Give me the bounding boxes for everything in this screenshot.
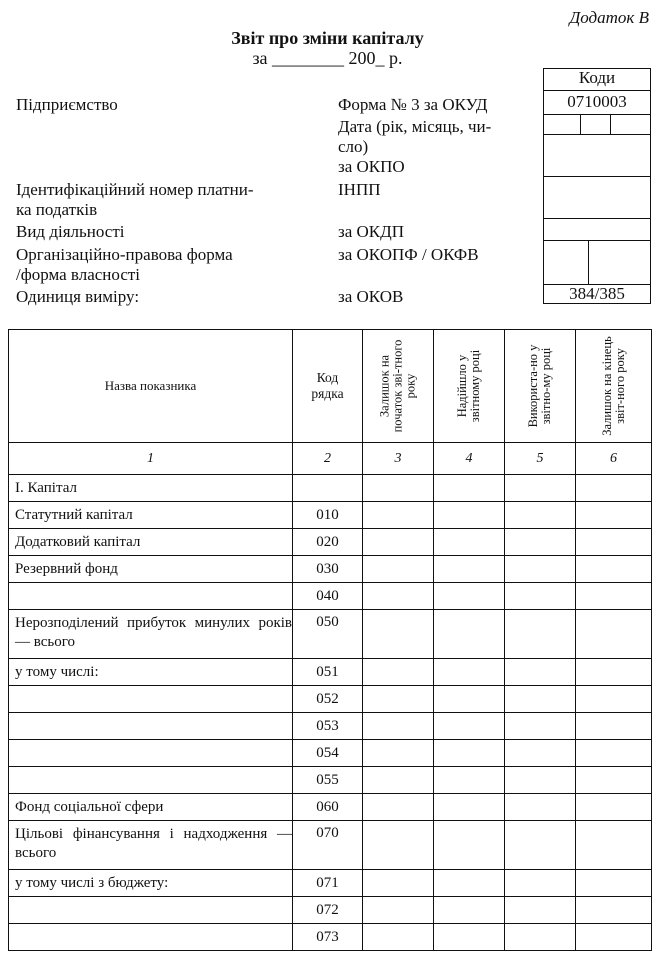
row-name xyxy=(9,713,293,740)
date-code-cells xyxy=(544,115,650,135)
value-cell xyxy=(576,821,652,870)
value-cell xyxy=(363,767,434,794)
value-cell xyxy=(434,713,505,740)
row-code: 054 xyxy=(293,740,363,767)
label-enterprise: Підприємство xyxy=(16,95,118,114)
row-code: 052 xyxy=(293,686,363,713)
value-cell xyxy=(505,583,576,610)
value-cell xyxy=(363,502,434,529)
value-cell xyxy=(505,475,576,502)
row-name: Нерозподілений прибуток минулих років — всього xyxy=(9,610,293,659)
header-col4: Надійшло у звітному році xyxy=(434,330,505,443)
value-cell xyxy=(363,659,434,686)
header-col6: Залишок на кінець звіт-ного року xyxy=(576,330,652,443)
header-col3: Залишок на початок зві-тного року xyxy=(363,330,434,443)
header-col5: Використа-но у звітно-му році xyxy=(505,330,576,443)
row-code xyxy=(293,475,363,502)
value-cell xyxy=(434,924,505,951)
value-cell xyxy=(505,870,576,897)
label-date-1: Дата (рік, місяць, чи- xyxy=(338,117,492,136)
okud-code: 0710003 xyxy=(544,91,650,115)
table-row xyxy=(9,870,652,897)
value-cell xyxy=(576,475,652,502)
row-code: 055 xyxy=(293,767,363,794)
value-cell xyxy=(434,794,505,821)
label-taxpayer-id-2: ка податків xyxy=(16,200,98,219)
table-row xyxy=(9,924,652,951)
value-cell xyxy=(576,897,652,924)
value-cell xyxy=(434,767,505,794)
table-row xyxy=(9,475,652,502)
value-cell xyxy=(434,897,505,924)
table-row xyxy=(9,502,652,529)
value-cell xyxy=(434,740,505,767)
value-cell xyxy=(434,870,505,897)
row-code: 071 xyxy=(293,870,363,897)
appendix-label: Додаток В xyxy=(569,8,649,27)
value-cell xyxy=(434,659,505,686)
table-row xyxy=(9,713,652,740)
value-cell xyxy=(505,713,576,740)
row-code: 060 xyxy=(293,794,363,821)
column-number: 6 xyxy=(576,443,652,475)
value-cell xyxy=(576,610,652,659)
table-row xyxy=(9,659,652,686)
value-cell xyxy=(434,475,505,502)
value-cell xyxy=(363,740,434,767)
label-unit: Одиниця виміру: xyxy=(16,287,140,306)
label-form-okud: Форма № 3 за ОКУД xyxy=(338,95,488,114)
row-code: 050 xyxy=(293,610,363,659)
table-row xyxy=(9,583,652,610)
row-code: 030 xyxy=(293,556,363,583)
value-cell xyxy=(363,475,434,502)
value-cell xyxy=(576,924,652,951)
row-name xyxy=(9,686,293,713)
okpo-code-cell xyxy=(544,135,650,177)
value-cell xyxy=(505,897,576,924)
label-inpp: ІНПП xyxy=(338,180,381,199)
column-numbers-row xyxy=(9,443,652,475)
label-taxpayer-id-1: Ідентифікаційний номер платни- xyxy=(16,180,254,199)
value-cell xyxy=(505,502,576,529)
label-legal-form-2: /форма власності xyxy=(16,265,141,284)
value-cell xyxy=(363,686,434,713)
table-row xyxy=(9,794,652,821)
value-cell xyxy=(363,556,434,583)
table-row xyxy=(9,686,652,713)
table-row xyxy=(9,529,652,556)
row-name: Цільові фінансування і надходження — всього xyxy=(9,821,293,870)
codes-title: Коди xyxy=(544,69,650,91)
value-cell xyxy=(505,740,576,767)
row-code: 020 xyxy=(293,529,363,556)
value-cell xyxy=(434,821,505,870)
row-name: Статутний капітал xyxy=(9,502,293,529)
value-cell xyxy=(576,556,652,583)
value-cell xyxy=(505,767,576,794)
column-number: 2 xyxy=(293,443,363,475)
value-cell xyxy=(363,870,434,897)
value-cell xyxy=(576,870,652,897)
value-cell xyxy=(434,610,505,659)
row-name: у тому числі з бюджету: xyxy=(9,870,293,897)
label-activity: Вид діяльності xyxy=(16,222,125,241)
label-okov: за ОКОВ xyxy=(338,287,404,306)
value-cell xyxy=(576,502,652,529)
row-name xyxy=(9,740,293,767)
table-row xyxy=(9,897,652,924)
row-code: 070 xyxy=(293,821,363,870)
value-cell xyxy=(363,529,434,556)
header-code: Код рядка xyxy=(293,330,363,443)
value-cell xyxy=(363,610,434,659)
value-cell xyxy=(434,556,505,583)
value-cell xyxy=(363,713,434,740)
okopf-code-cell xyxy=(544,241,650,285)
value-cell xyxy=(434,686,505,713)
value-cell xyxy=(434,529,505,556)
column-number: 1 xyxy=(9,443,293,475)
row-name xyxy=(9,583,293,610)
table-row xyxy=(9,767,652,794)
okov-code: 384/385 xyxy=(569,284,625,303)
column-number: 3 xyxy=(363,443,434,475)
table-row xyxy=(9,821,652,870)
value-cell xyxy=(363,794,434,821)
report-period: за ________ 200_ р. xyxy=(252,48,403,68)
table-row xyxy=(9,740,652,767)
value-cell xyxy=(576,713,652,740)
value-cell xyxy=(576,583,652,610)
row-name: Резервний фонд xyxy=(9,556,293,583)
table-row xyxy=(9,556,652,583)
value-cell xyxy=(363,897,434,924)
label-okdp: за ОКДП xyxy=(338,222,404,241)
header-name: Назва показника xyxy=(9,330,293,443)
okdp-code-cell xyxy=(544,219,650,241)
value-cell xyxy=(505,821,576,870)
table-row xyxy=(9,610,652,659)
row-name xyxy=(9,767,293,794)
column-number: 5 xyxy=(505,443,576,475)
report-title: Звіт про зміни капіталу xyxy=(231,28,424,48)
row-name: І. Капітал xyxy=(9,475,293,502)
label-date-2: сло) xyxy=(338,137,369,156)
capital-changes-table xyxy=(8,329,652,951)
row-code: 051 xyxy=(293,659,363,686)
row-code: 010 xyxy=(293,502,363,529)
row-code: 040 xyxy=(293,583,363,610)
value-cell xyxy=(505,529,576,556)
label-legal-form-1: Організаційно-правова форма xyxy=(16,245,233,264)
value-cell xyxy=(363,583,434,610)
value-cell xyxy=(505,686,576,713)
value-cell xyxy=(576,767,652,794)
row-name: Додатковий капітал xyxy=(9,529,293,556)
value-cell xyxy=(576,529,652,556)
row-code: 073 xyxy=(293,924,363,951)
value-cell xyxy=(505,659,576,686)
value-cell xyxy=(576,659,652,686)
row-name: Фонд соціальної сфери xyxy=(9,794,293,821)
label-okopf: за ОКОПФ / ОКФВ xyxy=(338,245,479,264)
inpp-code-cell xyxy=(544,177,650,219)
value-cell xyxy=(576,740,652,767)
value-cell xyxy=(434,502,505,529)
value-cell xyxy=(434,583,505,610)
codes-box xyxy=(543,68,651,304)
row-code: 072 xyxy=(293,897,363,924)
row-name xyxy=(9,897,293,924)
value-cell xyxy=(576,794,652,821)
row-name xyxy=(9,924,293,951)
value-cell xyxy=(505,794,576,821)
label-okpo: за ОКПО xyxy=(338,157,405,176)
value-cell xyxy=(576,686,652,713)
value-cell xyxy=(363,821,434,870)
value-cell xyxy=(505,924,576,951)
value-cell xyxy=(505,556,576,583)
value-cell xyxy=(505,610,576,659)
value-cell xyxy=(363,924,434,951)
row-name: у тому числі: xyxy=(9,659,293,686)
row-code: 053 xyxy=(293,713,363,740)
column-number: 4 xyxy=(434,443,505,475)
